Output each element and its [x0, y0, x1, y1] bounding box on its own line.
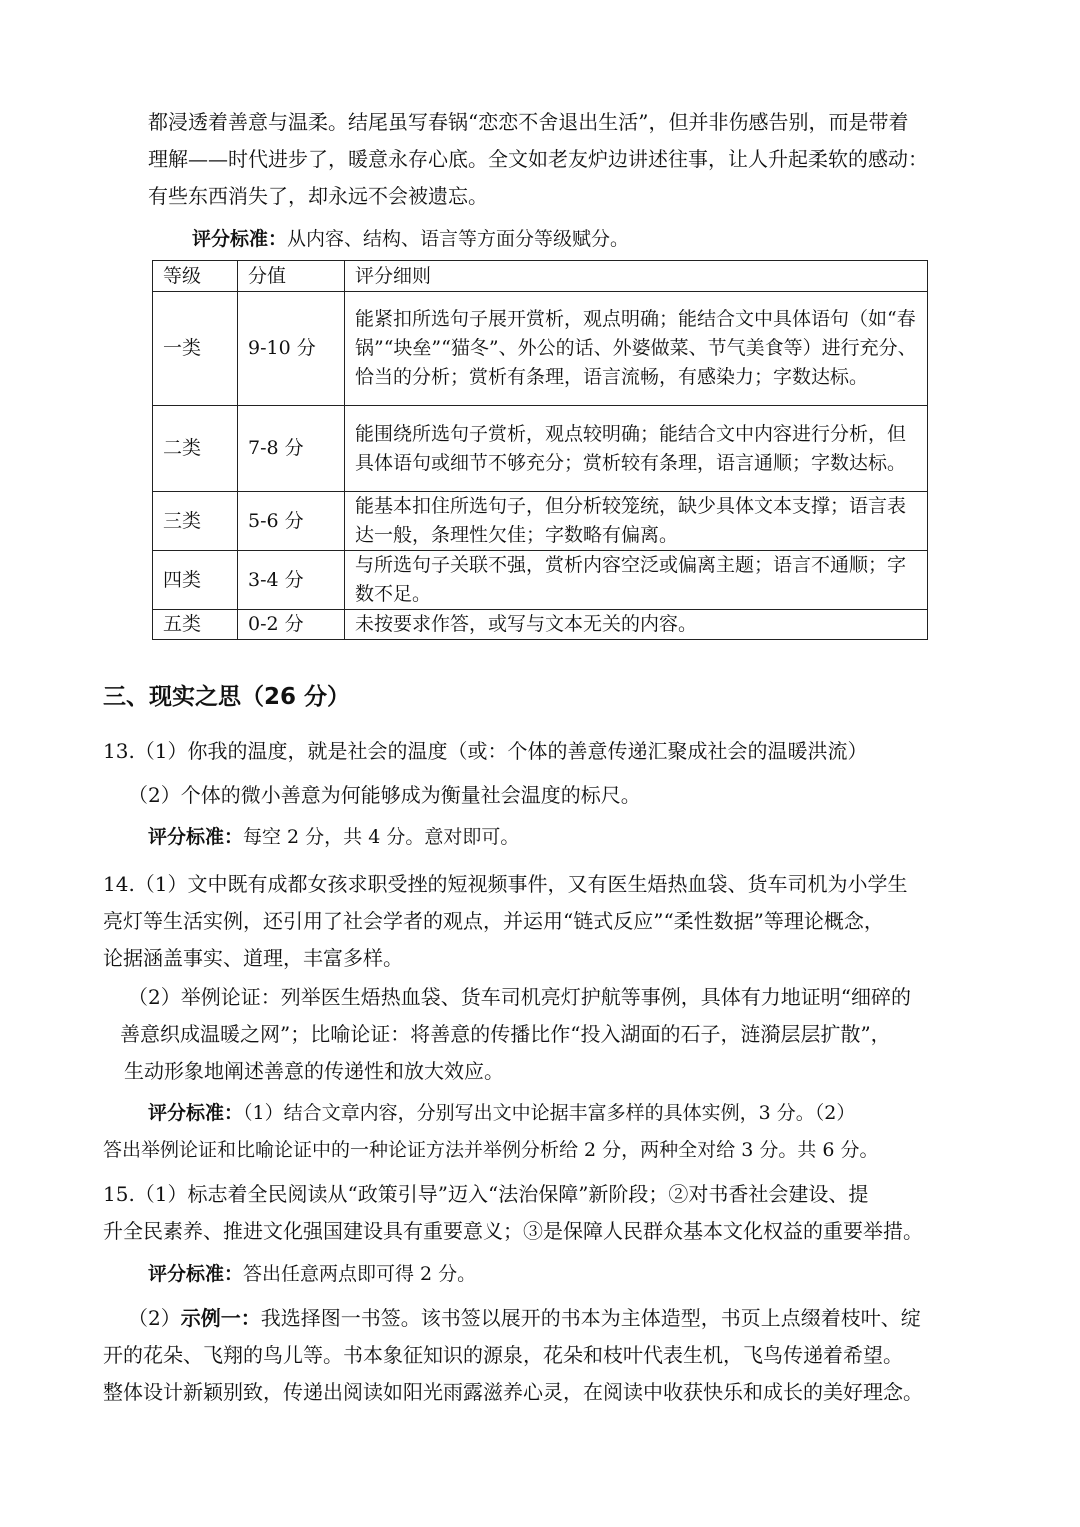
q14-line: 生动形象地阐述善意的传递性和放大效应。 — [124, 1059, 504, 1083]
table-cell-level: 三类 — [153, 492, 238, 551]
table-cell-score: 0-2 分 — [238, 610, 345, 640]
q15-answer-2 — [103, 1300, 983, 1411]
q13-answer-1: 13.（1）你我的温度，就是社会的温度（或：个体的善意传递汇聚成社会的温暖洪流） — [103, 739, 868, 763]
q15-line: 开的花朵、飞翔的鸟儿等。书本象征知识的源泉，花朵和枝叶代表生机，飞鸟传递着希望。 — [103, 1343, 903, 1367]
q14-line: 亮灯等生活实例，还引用了社会学者的观点，并运用“链式反应”“柔性数据”等理论概念， — [103, 909, 884, 933]
q14-answer-2 — [120, 979, 983, 1090]
table-header-level: 等级 — [153, 261, 238, 292]
table-cell-detail: 能围绕所选句子赏析，观点较明确；能结合文中内容进行分析，但具体语句或细节不够充分；赏析较有条理，语言通顺；字数达标。 — [345, 406, 928, 492]
intro-line-1: 都浸透着善意与温柔。结尾虽写春锅“恋恋不舍退出生活”，但并非伤感告别，而是带着 — [148, 110, 909, 134]
criteria-label: 评分标准： — [148, 1263, 244, 1285]
table-row — [153, 551, 928, 610]
q14-line: 论据涵盖事实、道理，丰富多样。 — [103, 946, 403, 970]
table-cell-score: 5-6 分 — [238, 492, 345, 551]
q14-line: 善意织成温暖之网”；比喻论证：将善意的传播比作“投入湖面的石子，涟漪层层扩散”， — [120, 1022, 891, 1046]
section-title: 三、现实之思（26 分） — [103, 684, 351, 710]
table-row — [153, 610, 928, 640]
criteria-text: 每空 2 分，共 4 分。意对即可。 — [243, 826, 520, 848]
table-row — [153, 292, 928, 406]
table-header-detail: 评分细则 — [345, 261, 928, 292]
q15-line-rest: 我选择图一书签。该书签以展开的书本为主体造型，书页上点缀着枝叶、绽 — [260, 1306, 921, 1330]
criteria-q15 — [148, 1257, 978, 1291]
criteria-text: 从内容、结构、语言等方面分等级赋分。 — [287, 228, 630, 250]
criteria-text: （1）结合文章内容，分别写出文中论据丰富多样的具体实例，3 分。（2） — [243, 1102, 856, 1124]
table-cell-score: 7-8 分 — [238, 406, 345, 492]
table-cell-level: 四类 — [153, 551, 238, 610]
criteria-label: 评分标准： — [148, 826, 244, 848]
q15-line: 升全民素养、推进文化强国建设具有重要意义；③是保障人民群众基本文化权益的重要举措。 — [103, 1219, 923, 1243]
table-header-score: 分值 — [238, 261, 345, 292]
table-cell-detail: 能紧扣所选句子展开赏析，观点明确；能结合文中具体语句（如“春锅”“块垒”“猫冬”、外公的话、外婆做菜、节气美食等）进行充分、恰当的分析；赏析有条理，语言流畅，有感染力；字数达标。 — [345, 292, 928, 406]
table-row — [153, 492, 928, 551]
q14-line: （2）举例论证：列举医生焐热血袋、货车司机亮灯护航等事例，具体有力地证明“细碎的 — [128, 985, 911, 1009]
table-cell-level: 五类 — [153, 610, 238, 640]
q14-answer-1 — [103, 866, 983, 977]
table-cell-level: 二类 — [153, 406, 238, 492]
table-cell-detail: 未按要求作答，或写与文本无关的内容。 — [345, 610, 928, 640]
intro-paragraph — [148, 104, 978, 215]
intro-line-3: 有些东西消失了，却永远不会被遗忘。 — [148, 184, 488, 208]
q13-answer-2: （2）个体的微小善意为何能够成为衡量社会温度的标尺。 — [128, 783, 641, 807]
criteria-q13 — [148, 820, 978, 854]
q15-answer-1 — [103, 1176, 983, 1250]
q15-line: 15.（1）标志着全民阅读从“政策引导”迈入“法治保障”新阶段；②对书香社会建设、提 — [103, 1182, 869, 1206]
table-cell-level: 一类 — [153, 292, 238, 406]
q15-example-label: 示例一： — [180, 1306, 261, 1330]
intro-line-2: 理解——时代进步了，暖意永存心底。全文如老友炉边讲述往事，让人升起柔软的感动： — [148, 147, 928, 171]
criteria-label: 评分标准： — [148, 1102, 244, 1124]
grading-table — [152, 260, 928, 640]
table-cell-detail: 能基本扣住所选句子，但分析较笼统，缺少具体文本支撑；语言表达一般，条理性欠佳；字数略有偏离。 — [345, 492, 928, 551]
criteria-line-2: 答出举例论证和比喻论证中的一种论证方法并举例分析给 2 分，两种全对给 3 分。共 6 分。 — [103, 1139, 879, 1161]
q15-prefix: （2） — [128, 1306, 181, 1330]
criteria-label: 评分标准： — [192, 228, 288, 250]
q15-line — [103, 1300, 983, 1337]
q15-line: 整体设计新颖别致，传递出阅读如阳光雨露滋养心灵，在阅读中收获快乐和成长的美好理念。 — [103, 1380, 923, 1404]
criteria-q12 — [192, 222, 932, 256]
table-row — [153, 406, 928, 492]
table-cell-score: 3-4 分 — [238, 551, 345, 610]
criteria-line-1 — [103, 1095, 983, 1132]
q14-line: 14.（1）文中既有成都女孩求职受挫的短视频事件，又有医生焐热血袋、货车司机为小学生 — [103, 872, 908, 896]
table-cell-detail: 与所选句子关联不强，赏析内容空泛或偏离主题；语言不通顺；字数不足。 — [345, 551, 928, 610]
criteria-q14 — [103, 1095, 983, 1169]
table-cell-score: 9-10 分 — [238, 292, 345, 406]
criteria-text: 答出任意两点即可得 2 分。 — [243, 1263, 477, 1285]
table-header-row — [153, 261, 928, 292]
